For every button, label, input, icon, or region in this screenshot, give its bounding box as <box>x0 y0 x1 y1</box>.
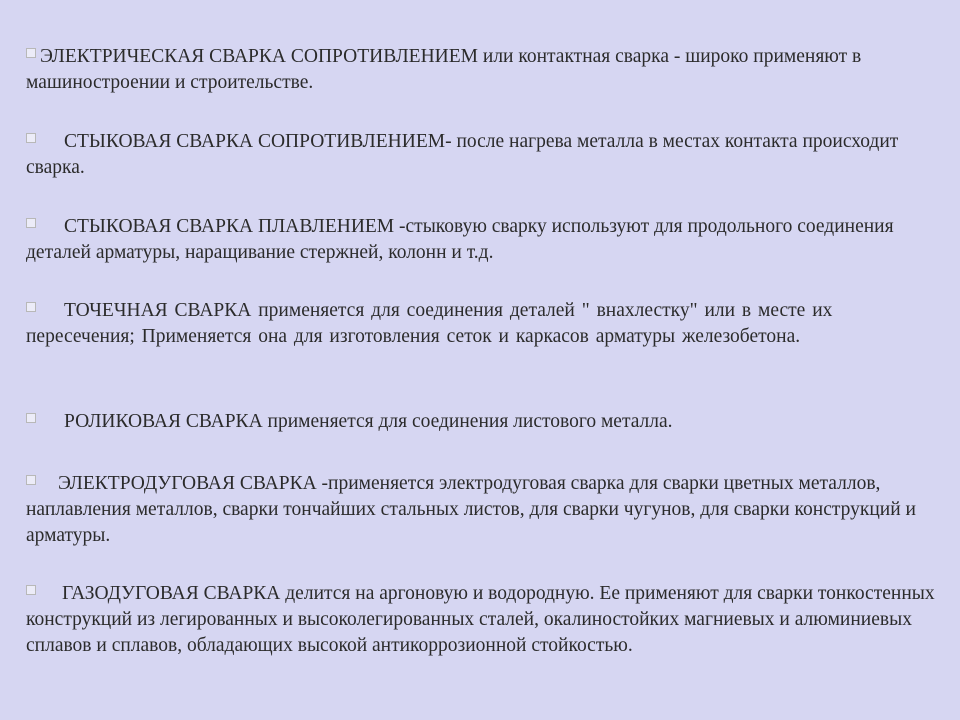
paragraph-text: применяется для соединения листового металла. <box>262 411 673 432</box>
bullet-icon <box>26 218 36 228</box>
paragraph-heading: РОЛИКОВАЯ СВАРКА <box>64 411 263 432</box>
paragraph-text: делится на аргоновую и водородную. Ее применяют для сварки тонкостенных конструкций из легированных и высоколегированных сталей, окалиностойких магниевых и алюминиевых сплавов и сплавов, обладающих высокой антикоррозионной стойкостью. <box>26 583 935 656</box>
paragraph-text: или контактная сварка - широко применяют в машиностроении и строительстве. <box>26 46 862 93</box>
paragraph-text: применяется для соединения деталей " внахлестку" или в месте их пересечения; Применяется она для изготовления сеток и каркасов арматуры железобетона. <box>26 300 833 347</box>
paragraph-text: -применяется электродуговая сварка для сварки цветных металлов, наплавления металлов, сварки тончайших стальных листов, для сварки чугунов, для сварки конструкций и арматуры. <box>26 473 916 546</box>
paragraph-spot-welding <box>26 298 936 350</box>
paragraph-text: - после нагрева металла в местах контакта происходит сварка. <box>26 131 899 178</box>
paragraph-heading: ТОЧЕЧНАЯ СВАРКА <box>64 300 252 321</box>
bullet-icon <box>26 585 36 595</box>
bullet-icon <box>26 133 36 143</box>
paragraph-arc-welding <box>26 471 936 549</box>
bullet-icon <box>26 413 36 423</box>
paragraph-heading: ЭЛЕКТРОДУГОВАЯ СВАРКА <box>58 473 317 494</box>
paragraph-heading: СТЫКОВАЯ СВАРКА ПЛАВЛЕНИЕМ <box>64 216 395 237</box>
paragraph-heading: СТЫКОВАЯ СВАРКА СОПРОТИВЛЕНИЕМ <box>64 131 446 152</box>
paragraph-resistance-welding <box>26 44 936 96</box>
paragraph-heading: ЭЛЕКТРИЧЕСКАЯ СВАРКА СОПРОТИВЛЕНИЕМ <box>40 46 479 67</box>
paragraph-gas-arc-welding <box>26 581 936 659</box>
paragraph-butt-fusion-welding <box>26 214 936 266</box>
paragraph-heading: ГАЗОДУГОВАЯ СВАРКА <box>62 583 281 604</box>
bullet-icon <box>26 475 36 485</box>
paragraph-text: -стыковую сварку используют для продольного соединения деталей арматуры, наращивание стержней, колонн и т.д. <box>26 216 894 263</box>
bullet-icon <box>26 302 36 312</box>
paragraph-butt-resistance-welding <box>26 129 936 181</box>
paragraph-roller-welding <box>26 409 936 435</box>
bullet-icon <box>26 48 36 58</box>
